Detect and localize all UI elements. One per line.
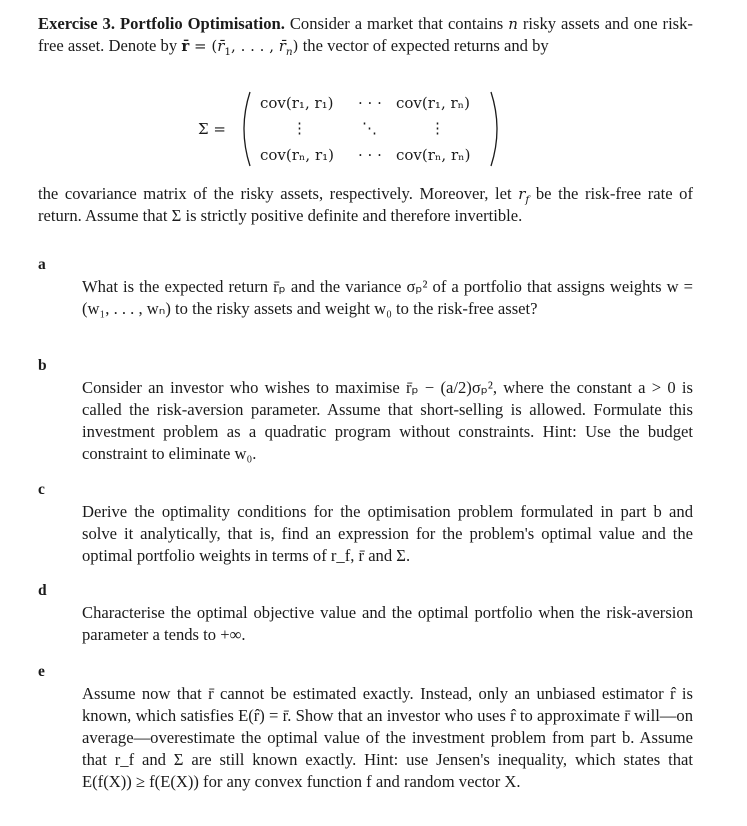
- part-b-text: Consider an investor who wishes to maximise r̄ₚ − (a/2)σₚ², where the constant a > 0 is called the risk-aversion parameter. Assume that short-selling is allowed. Formulate this investment problem as a quadratic program without constraints. Hint: Use the budget constraint to eliminate w₀.: [82, 378, 693, 463]
- exercise-heading: Exercise 3. Portfolio Optimisation.: [38, 14, 285, 33]
- part-c-text: Derive the optimality conditions for the optimisation problem formulated in part b and solve it analytically, that is, find an expression for the problem's optimal value and the optimal portfolio weights in terms of r_f, r̄ and Σ.: [82, 502, 693, 565]
- part-c-label: c: [38, 481, 45, 498]
- intro-text-1: Consider a market that contains: [289, 14, 504, 33]
- matrix-vdots-right: ⋮: [430, 119, 445, 137]
- after-text-2: be the risk-free rate of return. Assume that Σ is strictly positive definite and therefore invertible.: [38, 184, 694, 225]
- matrix-hdots-bottom: · · ·: [358, 146, 382, 164]
- covariance-matrix: [198, 86, 498, 172]
- part-d-text: Characterise the optimal objective value and the optimal portfolio when the risk-aversion parameter a tends to +∞.: [82, 603, 693, 644]
- matrix-hdots-top: · · ·: [358, 94, 382, 112]
- part-a-text: What is the expected return r̄ₚ and the variance σₚ² of a portfolio that assigns weights w = (w₁, . . . , wₙ) to the risky assets and weight w₀ to the risk-free asset?: [82, 277, 693, 318]
- intro-text-2: risky assets and one risk-free asset. Denote by: [38, 14, 693, 55]
- part-a-label: a: [38, 256, 46, 273]
- exercise-intro: Exercise 3. Portfolio Optimisation. Consider a market that contains n risky assets and one risk-free asset. Denote by r̄ = ($r̄_1$, . . . , $r̄_n$) the vector of expected returns and by: [38, 14, 693, 58]
- matrix-cell-nn: cov(rₙ, rₙ): [396, 146, 471, 164]
- matrix-cell-11: cov(r₁, r₁): [260, 94, 334, 112]
- matrix-ddots: ⋱: [362, 119, 377, 137]
- intro-text-3: the vector of expected returns and by: [302, 36, 549, 55]
- matrix-lhs: Σ =: [198, 120, 226, 138]
- part-e-text: Assume now that r̄ cannot be estimated exactly. Instead, only an unbiased estimator r̂ is known, which satisfies E(r̂) = r̄. Show that an investor who uses r̂ to approximate r̄ will—on average—overestimate the optimal value of the investment problem from part b. Assume that r_f and Σ are still known exactly. Hint: use Jensen's inequality, which states that E(f(X)) ≥ f(E(X)) for any convex function f and random vector X.: [82, 684, 693, 791]
- matrix-vdots-left: ⋮: [292, 119, 307, 137]
- part-b-label: b: [38, 357, 47, 374]
- part-e-label: e: [38, 663, 45, 680]
- part-d-label: d: [38, 582, 47, 599]
- matrix-cell-n1: cov(rₙ, r₁): [260, 146, 334, 164]
- exercise-after-matrix: the covariance matrix of the risky assets, respectively. Moreover, let $r_f$ be the risk-free rate of return. Assume that Σ is strictly positive definite and therefore invertible.: [38, 184, 694, 225]
- matrix-cell-1n: cov(r₁, rₙ): [396, 94, 470, 112]
- after-text-1: the covariance matrix of the risky assets, respectively. Moreover, let: [38, 184, 512, 203]
